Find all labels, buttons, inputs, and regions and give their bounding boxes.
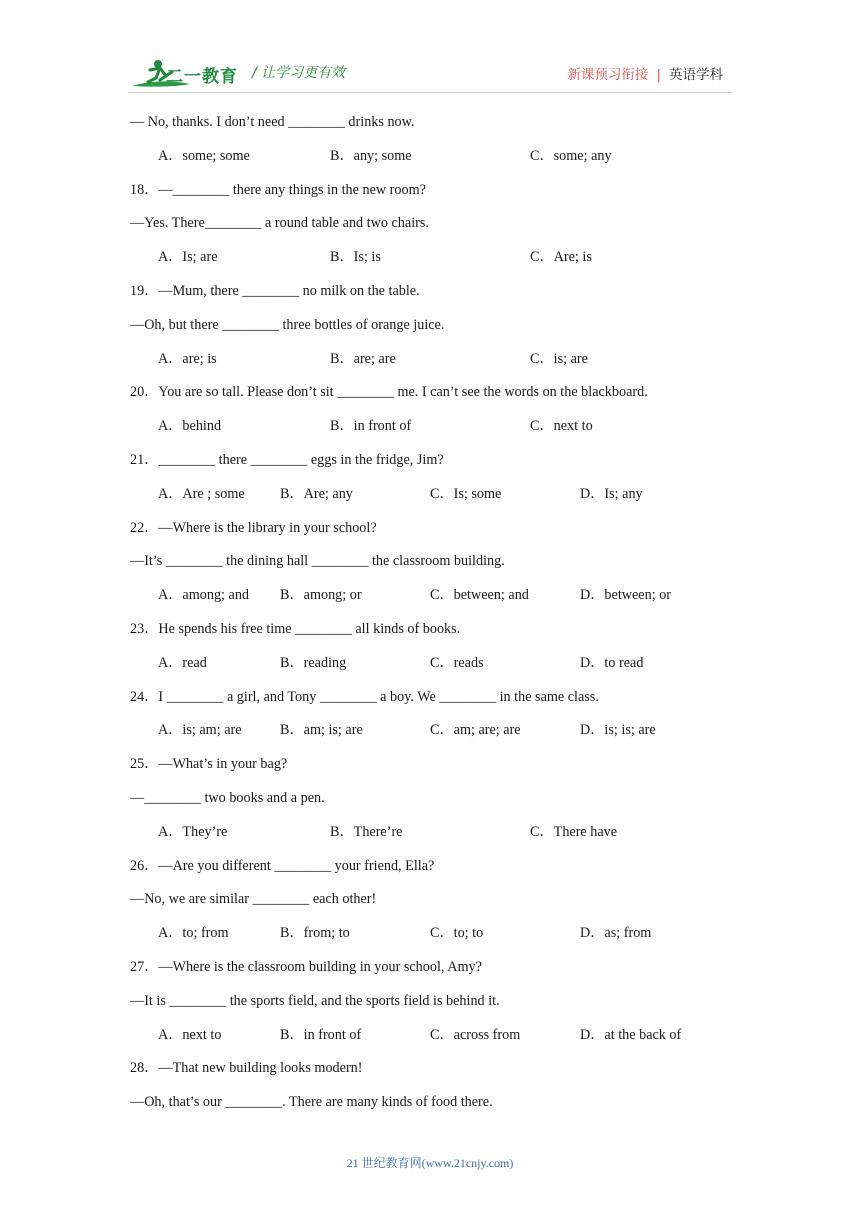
answer-option[interactable]: D．as; from: [580, 925, 652, 942]
options-row: [130, 416, 730, 450]
answer-option[interactable]: C．Are; is: [530, 249, 592, 266]
brand-slogan: / 让学习更有效: [252, 65, 346, 81]
question-stem: 19．—Mum, there ________ no milk on the table.: [130, 282, 420, 299]
answer-option[interactable]: C．to; to: [430, 925, 484, 942]
question-reply: —________ two books and a pen.: [130, 789, 325, 806]
answer-option[interactable]: B．from; to: [280, 925, 350, 942]
question-item: [130, 281, 730, 382]
answer-option[interactable]: B．are; are: [330, 350, 396, 367]
question-stem: 25．—What’s in your bag?: [130, 756, 288, 773]
question-item: [130, 687, 730, 755]
answer-option[interactable]: B．am; is; are: [280, 722, 363, 739]
header-divider: [128, 92, 732, 93]
question-item: [130, 619, 730, 687]
answer-option[interactable]: C．Is; some: [430, 485, 502, 502]
header-course-info: [567, 63, 723, 83]
question-reply: —Oh, that’s our ________. There are many kinds of food there.: [130, 1094, 493, 1111]
answer-option[interactable]: C．between; and: [430, 587, 529, 604]
options-row: [130, 247, 730, 281]
question-stem: 28．—That new building looks modern!: [130, 1060, 363, 1077]
answer-option[interactable]: C．next to: [530, 418, 593, 435]
answer-option[interactable]: A．They’re: [158, 823, 228, 840]
answer-option[interactable]: A．among; and: [158, 587, 250, 604]
options-row: [130, 923, 730, 957]
options-row: [130, 720, 730, 754]
answer-option[interactable]: D．between; or: [580, 587, 672, 604]
answer-option[interactable]: B．among; or: [280, 587, 362, 604]
answer-option[interactable]: B．There’re: [330, 823, 403, 840]
question-stem: 22．—Where is the library in your school?: [130, 519, 377, 536]
question-reply: —Yes. There________ a round table and two chairs.: [130, 215, 429, 232]
answer-option[interactable]: B．in front of: [330, 418, 412, 435]
question-stem: 26．—Are you different ________ your friend, Ella?: [130, 857, 435, 874]
question-item: [130, 957, 730, 1058]
options-row: [130, 484, 730, 518]
page-footer: 21 世纪教育网(www.21cnjy.com): [346, 1156, 514, 1170]
question-reply: —No, we are similar ________ each other!: [130, 891, 377, 908]
answer-option[interactable]: A．next to: [158, 1026, 222, 1043]
header-separator: |: [656, 67, 661, 83]
options-row: [130, 1025, 730, 1059]
question-stem: 18．—________ there any things in the new room?: [130, 181, 426, 198]
question-item: [130, 518, 730, 619]
answer-option[interactable]: B．in front of: [280, 1026, 362, 1043]
question-list: [130, 112, 730, 1126]
answer-option[interactable]: B．Are; any: [280, 485, 353, 502]
question-item: [130, 450, 730, 518]
options-row: [130, 653, 730, 687]
answer-option[interactable]: A．to; from: [158, 925, 229, 942]
answer-option[interactable]: D．Is; any: [580, 485, 643, 502]
brand-name: 二一教育: [166, 67, 238, 87]
question-item: [130, 180, 730, 281]
answer-option[interactable]: D．is; is; are: [580, 722, 656, 739]
answer-option[interactable]: D．to read: [580, 654, 644, 671]
options-row: [130, 146, 730, 180]
answer-option[interactable]: C．is; are: [530, 350, 588, 367]
options-row: [130, 585, 730, 619]
question-item: [130, 856, 730, 957]
course-title: 新课预习衔接: [567, 67, 649, 83]
page-header: [0, 0, 860, 100]
answer-option[interactable]: C．across from: [430, 1026, 521, 1043]
question-reply: —It is ________ the sports field, and the sports field is behind it.: [130, 992, 500, 1009]
subject-title: 英语学科: [669, 67, 723, 83]
answer-option[interactable]: A．some; some: [158, 147, 250, 164]
answer-option[interactable]: A．behind: [158, 418, 222, 435]
answer-option[interactable]: C．reads: [430, 654, 484, 671]
question-stem: 27．—Where is the classroom building in your school, Amy?: [130, 958, 482, 975]
question-item: [130, 112, 730, 180]
answer-option[interactable]: C．am; are; are: [430, 722, 521, 739]
answer-option[interactable]: A．is; am; are: [158, 722, 242, 739]
question-item: [130, 754, 730, 855]
question-stem: 21．________ there ________ eggs in the fridge, Jim?: [130, 451, 444, 468]
question-reply: —Oh, but there ________ three bottles of orange juice.: [130, 316, 445, 333]
question-item: [130, 1058, 730, 1126]
options-row: [130, 349, 730, 383]
answer-option[interactable]: B．reading: [280, 654, 347, 671]
answer-option[interactable]: A．read: [158, 654, 207, 671]
answer-option[interactable]: B．Is; is: [330, 249, 381, 266]
question-item: [130, 382, 730, 450]
answer-option[interactable]: B．any; some: [330, 147, 412, 164]
answer-option[interactable]: D．at the back of: [580, 1026, 682, 1043]
question-stem: 23．He spends his free time ________ all kinds of books.: [130, 620, 461, 637]
answer-option[interactable]: C．There have: [530, 823, 618, 840]
question-stem: 24．I ________ a girl, and Tony ________ a boy. We ________ in the same class.: [130, 688, 599, 705]
question-reply: —It’s ________ the dining hall ________ the classroom building.: [130, 553, 505, 570]
question-stem: — No, thanks. I don’t need ________ drinks now.: [130, 114, 415, 130]
answer-option[interactable]: C．some; any: [530, 147, 612, 164]
answer-option[interactable]: A．Are ; some: [158, 485, 245, 502]
options-row: [130, 822, 730, 856]
question-stem: 20．You are so tall. Please don’t sit ________ me. I can’t see the words on the blackboard.: [130, 384, 648, 401]
answer-option[interactable]: A．Is; are: [158, 249, 218, 266]
answer-option[interactable]: A．are; is: [158, 350, 217, 367]
